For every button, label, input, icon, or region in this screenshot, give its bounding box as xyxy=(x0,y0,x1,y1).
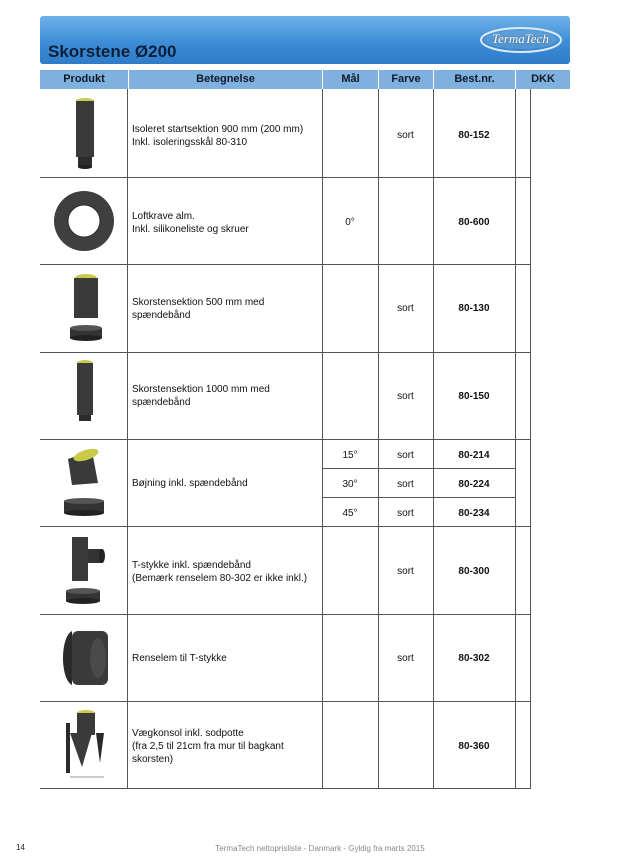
product-table xyxy=(40,89,570,789)
product-description: Skorstensektion 1000 mm med spændebånd xyxy=(132,384,270,408)
variant-dimension: 45° xyxy=(342,508,358,519)
product-number: 80-130 xyxy=(458,303,490,314)
product-number: 80-600 xyxy=(458,217,490,228)
variant-number: 80-224 xyxy=(458,479,490,490)
variant-color: sort xyxy=(397,450,414,461)
footer-text: TermaTech nettoprisliste - Danmark - Gyldig fra marts 2015 xyxy=(215,844,425,853)
wall-bracket-icon xyxy=(52,707,118,788)
col-mal: Mål xyxy=(341,73,360,85)
product-number: 80-360 xyxy=(458,741,490,752)
t-piece-icon xyxy=(62,535,106,614)
table-header xyxy=(40,70,570,89)
product-description: Isoleret startsektion 900 mm (200 mm) Inkl. isoleringsskål 80-310 xyxy=(132,124,304,148)
col-farve: Farve xyxy=(391,73,421,85)
col-dkk: DKK xyxy=(531,73,555,85)
product-dimension: 0° xyxy=(345,217,355,228)
variant-color: sort xyxy=(397,479,414,490)
product-color: sort xyxy=(397,653,414,664)
product-description: Vægkonsol inkl. sodpotte (fra 2,5 til 21cm fra mur til bagkant skorsten) xyxy=(132,728,284,765)
variant-number: 80-234 xyxy=(458,508,490,519)
ceiling-collar-icon xyxy=(52,189,116,258)
chimney-section-500-icon xyxy=(66,273,106,350)
logo-text: TermaTech xyxy=(492,31,549,46)
variant-dimension: 15° xyxy=(342,450,358,461)
insulated-start-section-icon xyxy=(68,97,102,178)
product-color: sort xyxy=(397,566,414,577)
product-color: sort xyxy=(397,130,414,141)
product-description: Bøjning inkl. spændebånd xyxy=(132,478,248,489)
variant-dimension: 30° xyxy=(342,479,358,490)
page-title: Skorstene Ø200 xyxy=(48,42,177,61)
page-number: 14 xyxy=(16,843,25,852)
product-description: Loftkrave alm. Inkl. silikoneliste og skruer xyxy=(132,211,249,235)
termatech-logo xyxy=(478,24,564,56)
product-color: sort xyxy=(397,303,414,314)
variant-number: 80-214 xyxy=(458,450,490,461)
col-bestnr: Best.nr. xyxy=(454,73,495,85)
chimney-section-1000-icon xyxy=(70,359,100,430)
bend-icon xyxy=(62,445,106,526)
cleaning-hatch-icon xyxy=(58,627,114,694)
variant-color: sort xyxy=(397,508,414,519)
product-number: 80-300 xyxy=(458,566,490,577)
col-produkt: Produkt xyxy=(63,73,105,85)
product-number: 80-302 xyxy=(458,653,490,664)
page-header xyxy=(40,16,570,64)
col-betegnelse: Betegnelse xyxy=(196,73,255,85)
product-description: Renselem til T-stykke xyxy=(132,653,227,664)
product-color: sort xyxy=(397,391,414,402)
product-description: T-stykke inkl. spændebånd (Bemærk renselem 80-302 er ikke inkl.) xyxy=(132,560,308,584)
product-number: 80-150 xyxy=(458,391,490,402)
product-number: 80-152 xyxy=(458,130,490,141)
product-description: Skorstensektion 500 mm med spændebånd xyxy=(132,297,265,321)
